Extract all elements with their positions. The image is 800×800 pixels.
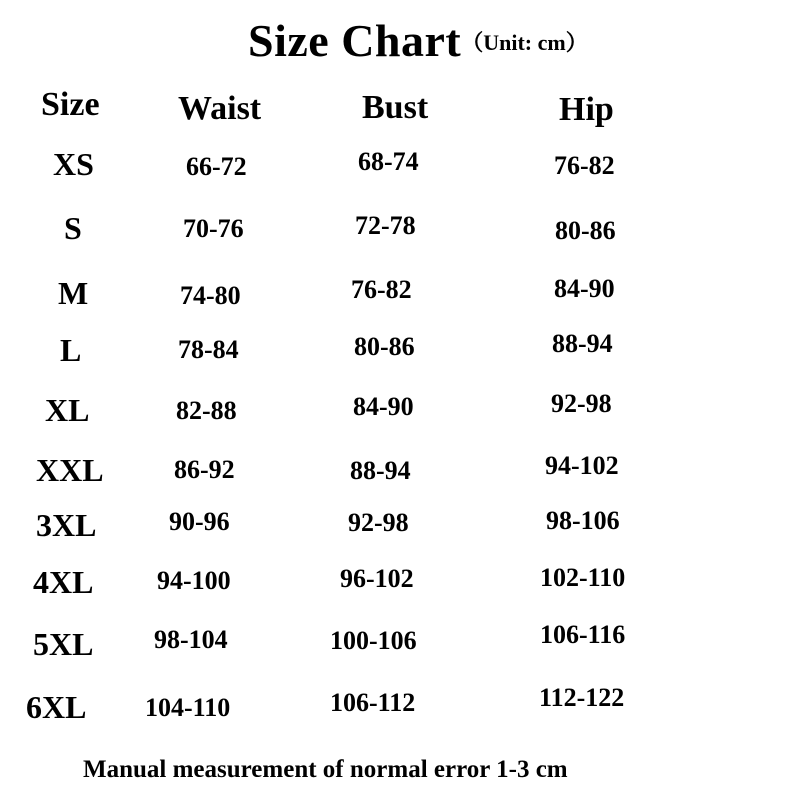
bust-value: 96-102 bbox=[340, 564, 414, 593]
waist-value: 74-80 bbox=[180, 281, 241, 310]
header-hip: Hip bbox=[559, 91, 614, 128]
bust-value: 92-98 bbox=[348, 508, 409, 537]
waist-value: 66-72 bbox=[186, 152, 247, 181]
size-label: 3XL bbox=[36, 507, 97, 543]
header-bust: Bust bbox=[362, 89, 429, 126]
page-title bbox=[248, 14, 588, 67]
bust-value: 106-112 bbox=[330, 688, 416, 717]
hip-value: 80-86 bbox=[555, 216, 616, 245]
size-label: 4XL bbox=[33, 564, 94, 600]
hip-value: 94-102 bbox=[545, 451, 619, 480]
waist-value: 78-84 bbox=[178, 335, 239, 364]
size-label: XXL bbox=[36, 452, 104, 488]
size-label: XS bbox=[53, 146, 94, 182]
size-label: 6XL bbox=[26, 689, 87, 725]
bust-value: 72-78 bbox=[355, 211, 416, 240]
title-main: Size Chart bbox=[248, 15, 462, 66]
bust-value: 80-86 bbox=[354, 332, 415, 361]
waist-value: 98-104 bbox=[154, 625, 228, 654]
hip-value: 98-106 bbox=[546, 506, 620, 535]
waist-value: 86-92 bbox=[174, 455, 235, 484]
waist-value: 94-100 bbox=[157, 566, 231, 595]
hip-value: 106-116 bbox=[540, 620, 626, 649]
size-label: 5XL bbox=[33, 626, 94, 662]
waist-value: 70-76 bbox=[183, 214, 244, 243]
size-label: L bbox=[60, 332, 82, 368]
hip-value: 76-82 bbox=[554, 151, 615, 180]
waist-value: 90-96 bbox=[169, 507, 230, 536]
header-waist: Waist bbox=[178, 90, 262, 127]
size-label: S bbox=[64, 210, 82, 246]
waist-value: 82-88 bbox=[176, 396, 237, 425]
bust-value: 100-106 bbox=[330, 626, 417, 655]
hip-value: 84-90 bbox=[554, 274, 615, 303]
hip-value: 92-98 bbox=[551, 389, 612, 418]
hip-value: 112-122 bbox=[539, 683, 625, 712]
title-unit: （Unit: cm） bbox=[461, 30, 588, 55]
hip-value: 88-94 bbox=[552, 329, 613, 358]
size-label: XL bbox=[45, 392, 90, 428]
bust-value: 68-74 bbox=[358, 147, 419, 176]
measurement-note: Manual measurement of normal error 1-3 cm bbox=[83, 756, 568, 783]
header-size: Size bbox=[41, 86, 100, 123]
hip-value: 102-110 bbox=[540, 563, 626, 592]
bust-value: 88-94 bbox=[350, 456, 411, 485]
bust-value: 76-82 bbox=[351, 275, 412, 304]
bust-value: 84-90 bbox=[353, 392, 414, 421]
size-label: M bbox=[58, 275, 89, 311]
waist-value: 104-110 bbox=[145, 693, 231, 722]
